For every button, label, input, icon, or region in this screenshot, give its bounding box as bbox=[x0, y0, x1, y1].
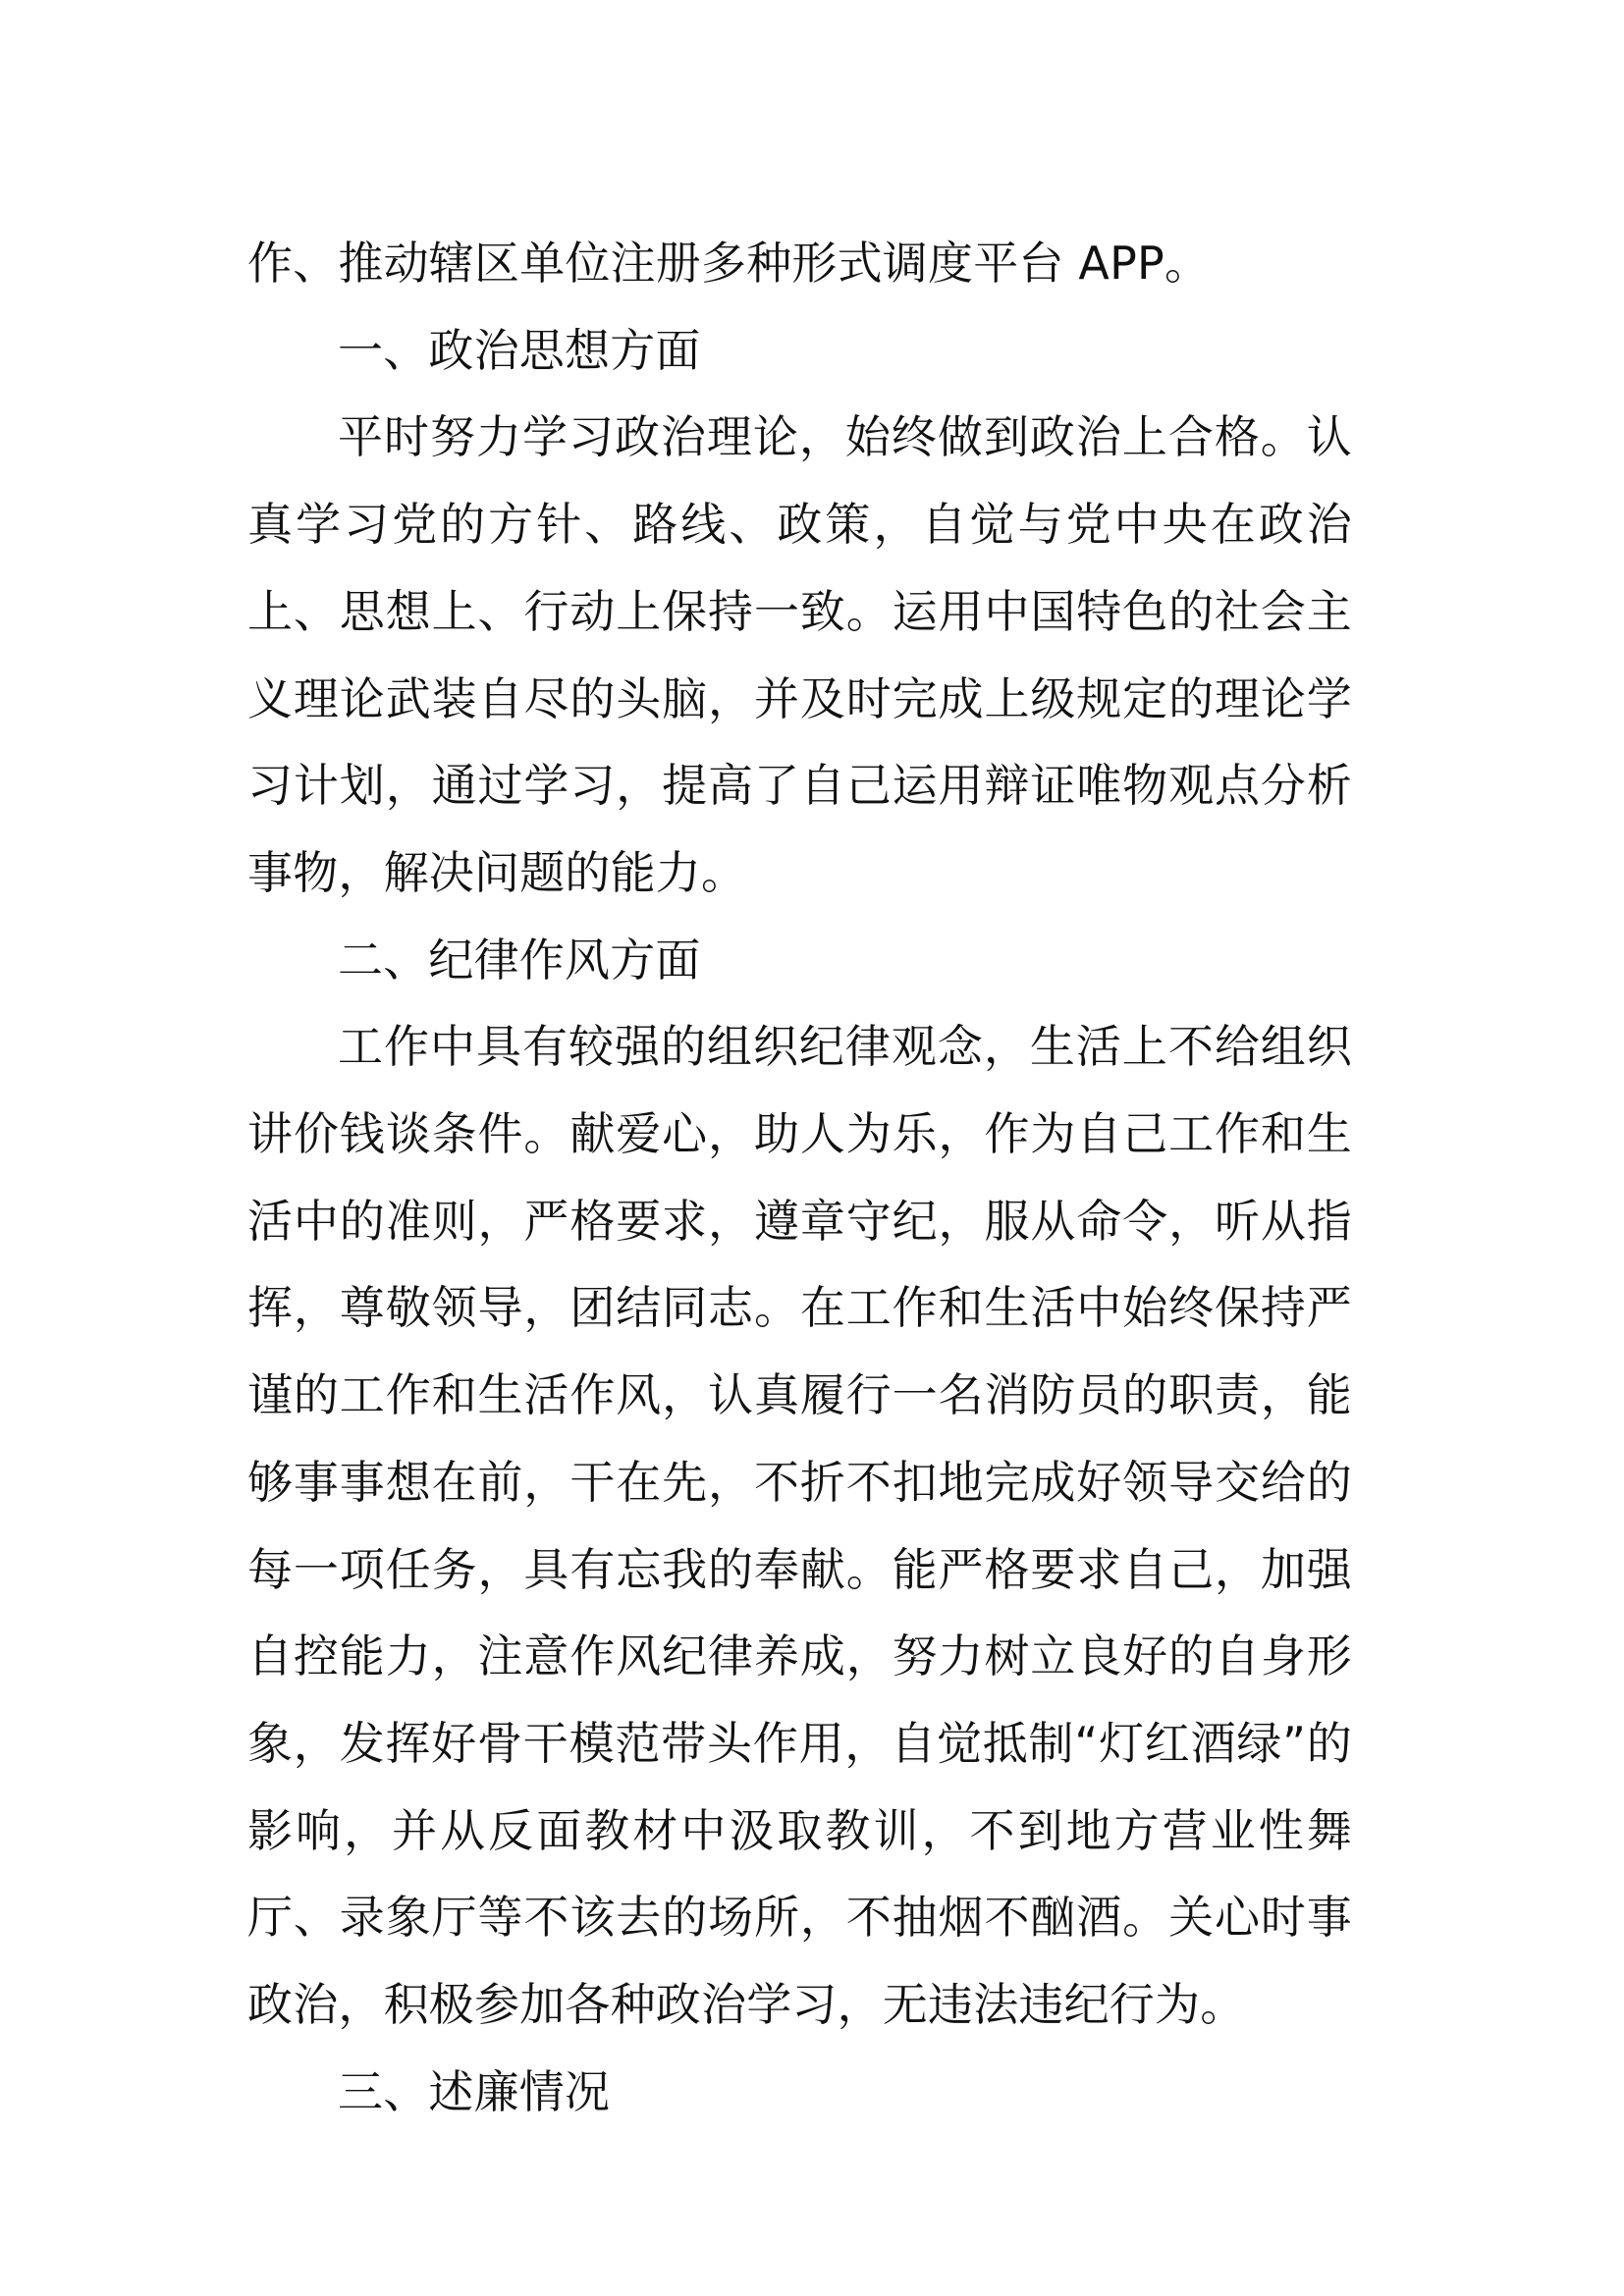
paragraph-discipline-style: 工作中具有较强的组织纪律观念，生活上不给组织讲价钱谈条件。献爱心，助人为乐，作为自己工作和生活中的准则，严格要求，遵章守纪，服从命令，听从指挥，尊敬领导，团结同志。在工作和生活中始终保持严谨的工作和生活作风，认真履行一名消防员的职责，能够事事想在前，干在先，不折不扣地完成好领导交给的每一项任务，具有忘我的奉献。能严格要求自己，加强自控能力，注意作风纪律养成，努力树立良好的自身形象，发挥好骨干模范带头作用，自觉抵制“灯红酒绿”的影响，并从反面教材中汲取教训，不到地方营业性舞厅、录象厅等不该去的场所，不抽烟不酗酒。关心时事政治，积极参加各种政治学习，无违法违纪行为。 bbox=[247, 1020, 1352, 2032]
paragraph-continuation: 作、推动辖区单位注册多种形式调度平台 APP。 bbox=[247, 237, 1211, 290]
paragraph-political-thought: 平时努力学习政治理论，始终做到政治上合格。认真学习党的方针、路线、政策，自觉与党中央在政治上、思想上、行动上保持一致。运用中国特色的社会主义理论武装自尽的头脑，并及时完成上级规定的理论学习计划，通过学习，提高了自己运用辩证唯物观点分析事物，解决问题的能力。 bbox=[247, 410, 1352, 899]
section-heading-discipline-style: 二、纪律作风方面 bbox=[338, 933, 701, 987]
section-heading-political-thought: 一、政治思想方面 bbox=[338, 323, 701, 377]
section-heading-integrity-report: 三、述廉情况 bbox=[338, 2064, 611, 2118]
document-body bbox=[247, 220, 1352, 2135]
